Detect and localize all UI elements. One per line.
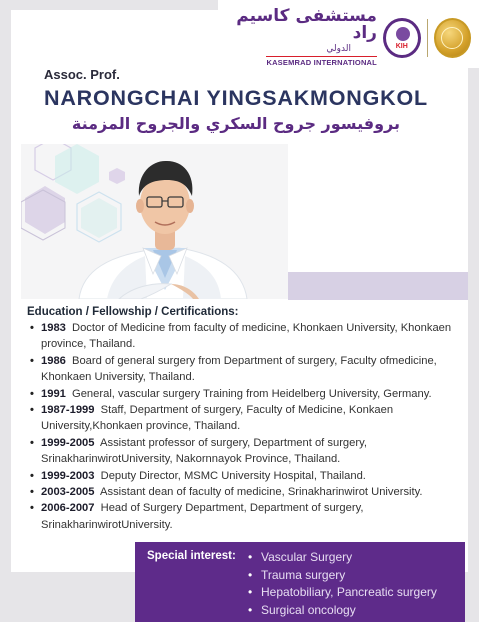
bullet-icon: • [30, 436, 34, 449]
hospital-subname-arabic: الدولي [326, 44, 351, 54]
bullet-icon: • [248, 585, 253, 599]
bullet-icon: • [30, 404, 34, 417]
education-year: 1999-2003 [41, 469, 95, 482]
hexagon-decoration-icon [81, 198, 117, 238]
special-interest-item [248, 567, 437, 585]
lavender-accent-strip [288, 272, 468, 300]
kih-logo-icon [383, 18, 421, 58]
doctor-title-arabic: بروفيسور جروح السكري والجروح المزمنة [71, 114, 400, 133]
special-interest-list [248, 549, 437, 619]
doctor-name: NARONGCHAI YINGSAKMONGKOL [44, 86, 428, 110]
doctor-photo [21, 144, 288, 299]
jci-gold-seal-icon [434, 18, 471, 58]
hexagon-decoration-icon [55, 144, 99, 194]
bullet-icon: • [248, 550, 253, 564]
education-text: Deputy Director, MSMC University Hospital, Thailand. [100, 469, 366, 482]
header-logo-band [218, 0, 479, 68]
education-year: 1991 [41, 387, 66, 400]
education-text: Head of Surgery Department, Department of surgery, SrinakharinwirotUniversity. [41, 502, 364, 531]
education-text: General, vascular surgery Training from Heidelberg University, Germany. [72, 387, 432, 400]
special-interest-box [135, 542, 465, 622]
hospital-name-arabic: مستشفى كاسيم راد [236, 6, 377, 43]
education-year: 1999-2005 [41, 436, 95, 449]
bullet-icon: • [248, 602, 253, 617]
education-item [27, 320, 467, 353]
education-list [27, 320, 467, 533]
education-year: 1986 [41, 354, 66, 367]
education-year: 2003-2005 [41, 486, 95, 499]
education-text: Board of general surgery from Department of surgery, Faculty ofmedicine, Khonkaen University, Thailand. [41, 354, 437, 384]
hexagon-decoration-icon [109, 168, 125, 184]
special-interest-text: Surgical oncology [261, 602, 356, 617]
education-year: 1983 [41, 322, 66, 334]
logo-divider [427, 19, 428, 57]
jci-seal-ring-icon [441, 27, 463, 49]
hexagon-decoration-icon [25, 186, 65, 234]
hospital-name-block [218, 8, 377, 67]
special-interest-item [248, 584, 437, 602]
doctor-academic-title: Assoc. Prof. [44, 67, 120, 82]
bullet-icon: • [30, 322, 34, 334]
education-item [27, 402, 467, 435]
education-item [27, 386, 467, 402]
special-interest-item [248, 549, 437, 567]
education-year: 2006-2007 [41, 502, 95, 515]
hospital-name-english: KASEMRAD INTERNATIONAL [266, 58, 377, 67]
kih-logo-mark: KIH [395, 42, 408, 50]
special-interest-text: Hepatobiliary, Pancreatic surgery [261, 585, 437, 599]
kih-emblem-icon [396, 27, 410, 41]
education-text: Assistant professor of surgery, Department of surgery, SrinakharinwirotUniversity, Nakornnayok Province, Thailand. [41, 436, 367, 466]
education-text: Assistant dean of faculty of medicine, Srinakharinwirot University. [100, 486, 423, 499]
doctor-portrait-graphic [21, 144, 288, 299]
education-text: Doctor of Medicine from faculty of medicine, Khonkaen University, Khonkaen province, Thailand. [41, 322, 452, 351]
bullet-icon: • [248, 567, 253, 582]
special-interest-text: Vascular Surgery [261, 550, 353, 564]
education-item [27, 484, 467, 500]
bullet-icon: • [30, 387, 34, 400]
special-interest-text: Trauma surgery [261, 567, 346, 582]
logo-area [218, 8, 471, 67]
education-item [27, 435, 467, 468]
education-item [27, 468, 467, 484]
bullet-icon: • [30, 354, 34, 367]
education-heading: Education / Fellowship / Certifications: [27, 306, 239, 318]
education-item [27, 500, 467, 533]
education-item [27, 353, 467, 386]
education-text: Staff, Department of surgery, Faculty of Medicine, Konkaen University,Khonkaen province, Thailand. [41, 404, 394, 433]
education-year: 1987-1999 [41, 404, 95, 417]
special-interest-label: Special interest: [147, 550, 236, 562]
bullet-icon: • [30, 469, 34, 482]
special-interest-item [248, 602, 437, 620]
bullet-icon: • [30, 486, 34, 499]
bullet-icon: • [30, 502, 34, 515]
